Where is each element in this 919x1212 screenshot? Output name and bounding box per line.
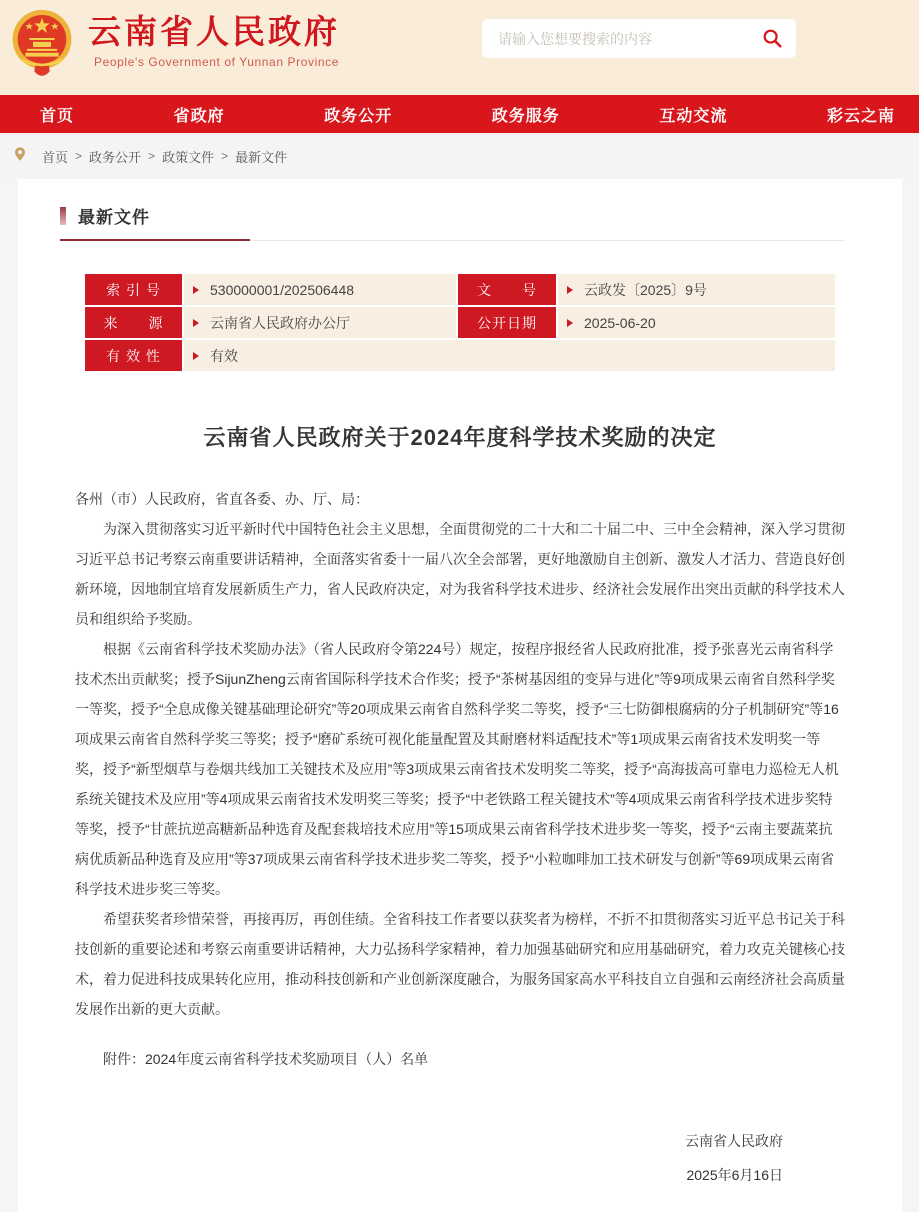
right-triangle-icon — [193, 319, 199, 327]
meta-value-doc-number: 云政发〔2025〕9号 — [558, 274, 835, 305]
signature-issuer: 云南省人民政府 — [685, 1133, 783, 1149]
document-salutation: 各州（市）人民政府，省直各委、办、厅、局： — [75, 491, 369, 507]
section-title: 最新文件 — [78, 208, 150, 227]
site-header — [0, 0, 919, 95]
signature-block — [75, 1124, 845, 1192]
meta-value-source: 云南省人民政府办公厅 — [184, 307, 456, 338]
breadcrumb-item-home[interactable]: 首页 — [42, 149, 69, 165]
document-paragraph: 为深入贯彻落实习近平新时代中国特色社会主义思想，全面贯彻党的二十大和二十届二中、三中全会精神，深入学习贯彻习近平总书记考察云南重要讲话精神，全面落实省委十一届八次全会部署，更好地激励自主创新、激发人才活力、营造良好创新环境，因地制宜培育发展新质生产力，省人民政府决定，对为我省科学技术进步、经济社会发展作出突出贡献的科学技术人员和组织给予奖励。 — [75, 521, 845, 627]
search-box[interactable] — [482, 19, 796, 58]
meta-label-doc-number: 文 号 — [458, 274, 556, 305]
document-title: 云南省人民政府关于2024年度科学技术奖励的决定 — [203, 425, 717, 450]
breadcrumb-item-gov-disclosure[interactable]: 政务公开 — [89, 149, 142, 165]
search-icon — [761, 37, 783, 52]
nav-item-provincial-government[interactable]: 省政府 — [173, 107, 225, 125]
document-meta-table — [85, 274, 835, 371]
breadcrumb-separator: > — [75, 149, 83, 163]
right-triangle-icon — [193, 286, 199, 294]
brand-block — [88, 13, 340, 69]
document-body — [18, 421, 902, 1192]
search-button[interactable] — [760, 27, 784, 51]
section-header — [60, 179, 845, 241]
meta-label-index-number: 索 引 号 — [85, 274, 182, 305]
meta-label-validity: 有 效 性 — [85, 340, 182, 371]
document-paragraph: 希望获奖者珍惜荣誉，再接再厉，再创佳绩。全省科技工作者要以获奖者为榜样，不折不扣贯彻落实习近平总书记关于科技创新的重要论述和考察云南重要讲话精神，大力弘扬科学家精神，着力加强基础研究和应用基础研究，着力攻克关键核心技术，着力促进科技成果转化应用，推动科技创新和产业创新深度融合，为服务国家高水平科技自立自强和云南经济社会高质量发展作出新的更大贡献。 — [75, 911, 845, 1017]
site-title: 云南省人民政府 — [88, 13, 340, 50]
breadcrumb-item-latest-documents[interactable]: 最新文件 — [235, 149, 288, 165]
meta-value-publish-date: 2025-06-20 — [558, 307, 835, 338]
breadcrumb-separator: > — [148, 149, 156, 163]
breadcrumb-separator: > — [221, 149, 229, 163]
breadcrumb — [0, 133, 919, 179]
signature-date: 2025年6月16日 — [686, 1167, 783, 1183]
nav-item-colorful-yunnan[interactable]: 彩云之南 — [826, 107, 895, 125]
nav-item-home[interactable]: 首页 — [40, 107, 75, 125]
right-triangle-icon — [567, 319, 573, 327]
nav-item-gov-disclosure[interactable]: 政务公开 — [324, 107, 393, 125]
site-subtitle: People's Government of Yunnan Province — [94, 55, 340, 69]
meta-label-publish-date: 公开日期 — [458, 307, 556, 338]
attachment-link[interactable]: 附件：2024年度云南省科学技术奖励项目（人）名单 — [103, 1051, 429, 1067]
right-triangle-icon — [193, 352, 199, 360]
national-emblem-logo — [10, 8, 74, 86]
right-triangle-icon — [567, 286, 573, 294]
search-input[interactable] — [498, 31, 760, 47]
main-nav — [0, 95, 919, 133]
document-paragraph: 根据《云南省科学技术奖励办法》（省人民政府令第224号）规定，按程序报经省人民政府批准，授予张喜光云南省科学技术杰出贡献奖；授予SijunZheng云南省国际科学技术合作奖；授予“茶树基因组的变异与进化”等9项成果云南省自然科学奖一等奖，授予“全息成像关键基础理论研究”等20项成果云南省自然科学奖二等奖，授予“三七防御根腐病的分子机制研究”等16项成果云南省自然科学奖三等奖；授予“磨矿系统可视化能量配置及其耐磨材料适配技术”等1项成果云南省技术发明奖一等奖，授予“新型烟草与卷烟共线加工关键技术及应用”等3项成果云南省技术发明奖二等奖，授予“高海拔高可靠电力巡检无人机系统关键技术及应用”等4项成果云南省技术发明奖三等奖；授予“中老铁路工程关键技术”等4项成果云南省科学技术进步奖特等奖，授予“甘蔗抗逆高糖新品种选育及配套栽培技术应用”等15项成果云南省科学技术进步奖一等奖，授予“云南主要蔬菜抗病优质新品种选育及应用”等37项成果云南省科学技术进步奖二等奖，授予“小粒咖啡加工技术研发与创新”等69项成果云南省科学技术进步奖三等奖。 — [75, 641, 839, 897]
meta-label-source: 来 源 — [85, 307, 182, 338]
breadcrumb-item-policy-documents[interactable]: 政策文件 — [162, 149, 215, 165]
meta-value-validity: 有效 — [184, 340, 835, 371]
section-accent-bar-icon — [60, 207, 66, 225]
location-pin-icon — [12, 144, 28, 169]
content-card — [18, 179, 902, 1212]
nav-item-interaction[interactable]: 互动交流 — [659, 107, 728, 125]
meta-value-index-number: 530000001/202506448 — [184, 274, 456, 305]
nav-item-gov-services[interactable]: 政务服务 — [491, 107, 560, 125]
